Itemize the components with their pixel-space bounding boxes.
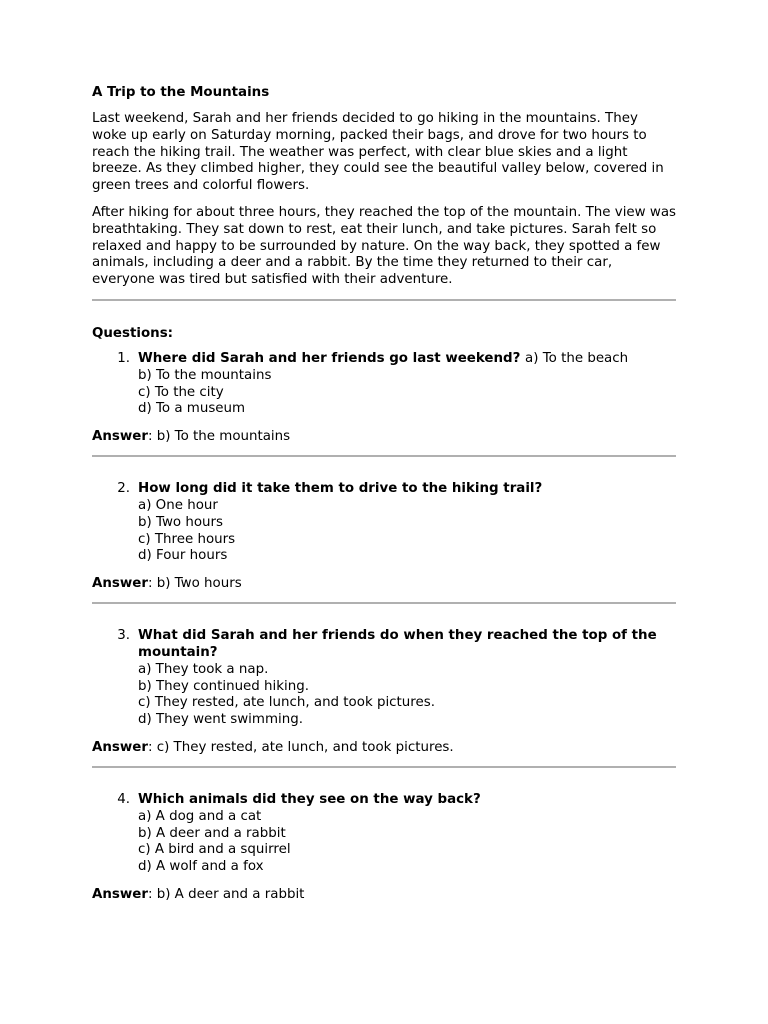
question-text: What did Sarah and her friends do when they reached the top of the mountain? — [138, 628, 657, 660]
question-2 — [92, 481, 676, 592]
option-b: b) Two hours — [138, 514, 223, 530]
option-b: b) A deer and a rabbit — [138, 825, 286, 841]
document-title: A Trip to the Mountains — [92, 85, 270, 100]
question-text: How long did it take them to drive to the hiking trail? — [138, 481, 543, 497]
option-c: c) Three hours — [138, 531, 236, 547]
answer-label: Answer — [92, 429, 148, 445]
option-a: a) To the beach — [525, 350, 629, 366]
answer-line — [92, 428, 676, 445]
option-d: d) They went swimming. — [138, 712, 303, 728]
option-a: a) A dog and a cat — [138, 808, 262, 824]
option-a: a) One hour — [138, 497, 218, 513]
answer-value: : b) A deer and a rabbit — [147, 886, 305, 902]
option-b: b) To the mountains — [138, 367, 272, 383]
questions-heading: Questions: — [92, 325, 174, 341]
answer-value: : b) Two hours — [147, 576, 242, 592]
question-4 — [92, 792, 676, 903]
option-d: d) To a museum — [138, 401, 246, 417]
option-d: d) A wolf and a fox — [138, 859, 264, 875]
answer-line — [92, 739, 676, 756]
document-content — [92, 84, 676, 913]
option-d: d) Four hours — [138, 548, 228, 564]
story-paragraph-2: After hiking for about three hours, they reached the top of the mountain. The view was breathtaking. They sat down to rest, eat their lunch, and take pictures. Sarah felt so relaxed and happy to be surrounded by nature. On the way back, they spotted a few animals, including a deer and a rabbit. By the time they returned to their car, everyone was tired but satisfied with their adventure. — [92, 204, 676, 288]
option-c: c) To the city — [138, 384, 224, 400]
story-paragraph-1: Last weekend, Sarah and her friends decided to go hiking in the mountains. They woke up early on Saturday morning, packed their bags, and drove for two hours to reach the hiking trail. The weather was perfect, with clear blue skies and a light breeze. As they climbed higher, they could see the beautiful valley below, covered in green trees and colorful flowers. — [92, 111, 664, 194]
answer-value: : c) They rested, ate lunch, and took pictures. — [147, 739, 454, 755]
question-number: 4. — [117, 791, 130, 807]
option-c: c) A bird and a squirrel — [138, 842, 291, 858]
answer-label: Answer — [92, 576, 148, 592]
question-3 — [92, 628, 676, 756]
question-1 — [92, 351, 676, 445]
answer-line — [92, 886, 676, 903]
question-number: 2. — [117, 481, 130, 497]
question-number: 3. — [117, 628, 130, 644]
answer-label: Answer — [92, 886, 148, 902]
option-a: a) They took a nap. — [138, 661, 269, 677]
question-number: 1. — [117, 350, 130, 366]
answer-label: Answer — [92, 739, 148, 755]
divider — [92, 299, 676, 301]
option-c: c) They rested, ate lunch, and took pictures. — [138, 695, 435, 711]
option-b: b) They continued hiking. — [138, 678, 309, 694]
answer-value: : b) To the mountains — [147, 429, 291, 445]
question-text: Where did Sarah and her friends go last weekend? — [138, 350, 526, 366]
question-text: Which animals did they see on the way back? — [138, 791, 481, 807]
answer-line — [92, 575, 676, 592]
